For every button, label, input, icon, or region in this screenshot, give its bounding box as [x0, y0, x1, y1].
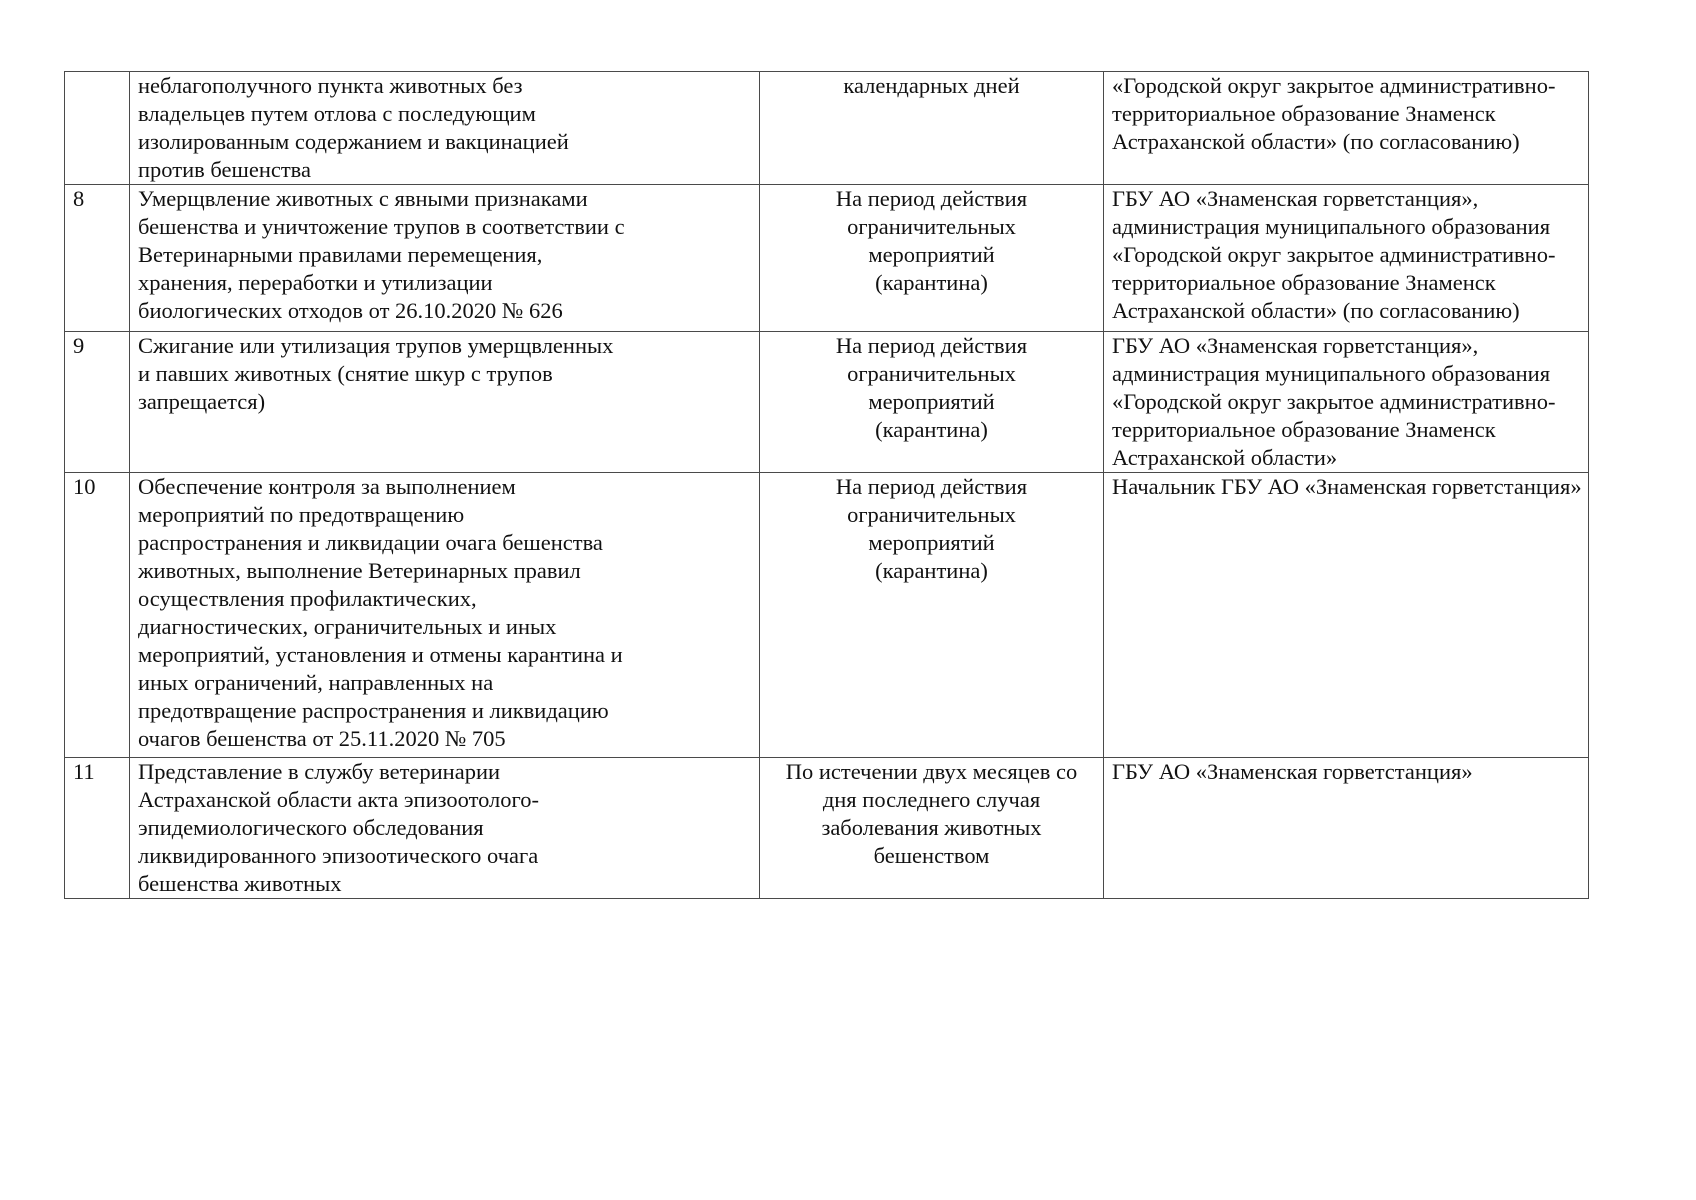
measures-table [64, 71, 1589, 899]
term-cell [760, 473, 1104, 758]
responsible-line: ГБУ АО «Знаменская горветстанция» [1112, 759, 1473, 784]
term-line: мероприятий [868, 530, 995, 555]
responsible-line: Астраханской области» [1112, 445, 1338, 470]
action-line: осуществления профилактических, [138, 586, 477, 611]
action-cell [130, 473, 760, 758]
action-line: Ветеринарными правилами перемещения, [138, 242, 543, 267]
table-row [65, 185, 1589, 332]
responsible-cell [1104, 72, 1589, 185]
action-line: Представление в службу ветеринарии [138, 759, 501, 784]
term-line: На период действия [835, 474, 1028, 499]
row-number-cell: 10 [65, 473, 130, 758]
responsible-cell [1104, 473, 1589, 758]
action-line: бешенства и уничтожение трупов в соответствии с [138, 214, 625, 239]
row-number-cell: 8 [65, 185, 130, 332]
row-number-cell: 9 [65, 332, 130, 473]
term-line: (карантина) [875, 270, 988, 295]
term-cell [760, 72, 1104, 185]
action-line: мероприятий по предотвращению [138, 502, 465, 527]
action-line: владельцев путем отлова с последующим [138, 101, 536, 126]
action-line: животных, выполнение Ветеринарных правил [138, 558, 581, 583]
term-line: бешенством [873, 843, 990, 868]
responsible-line: Астраханской области» (по согласованию) [1112, 129, 1520, 154]
action-line: Умерщвление животных с явными признаками [138, 186, 588, 211]
responsible-line: территориальное образование Знаменск [1112, 270, 1496, 295]
action-line: очагов бешенства от 25.11.2020 № 705 [138, 726, 506, 751]
responsible-line: ГБУ АО «Знаменская горветстанция», [1112, 333, 1479, 358]
row-number-cell [65, 72, 130, 185]
action-line: эпидемиологического обследования [138, 815, 484, 840]
responsible-cell [1104, 185, 1589, 332]
term-cell [760, 185, 1104, 332]
action-line: неблагополучного пункта животных без [138, 73, 523, 98]
table-row [65, 72, 1589, 185]
responsible-cell [1104, 332, 1589, 473]
responsible-line: территориальное образование Знаменск [1112, 101, 1496, 126]
action-line: запрещается) [138, 389, 266, 414]
action-line: предотвращение распространения и ликвидацию [138, 698, 609, 723]
responsible-line: территориальное образование Знаменск [1112, 417, 1496, 442]
action-line: хранения, переработки и утилизации [138, 270, 493, 295]
term-line: дня последнего случая [822, 787, 1041, 812]
action-line: Сжигание или утилизация трупов умерщвленных [138, 333, 614, 358]
row-number-cell: 11 [65, 758, 130, 899]
term-line: (карантина) [875, 417, 988, 442]
term-line: мероприятий [868, 389, 995, 414]
action-line: Обеспечение контроля за выполнением [138, 474, 516, 499]
term-cell [760, 332, 1104, 473]
term-cell [760, 758, 1104, 899]
action-line: бешенства животных [138, 871, 342, 896]
table-row [65, 473, 1589, 758]
action-line: против бешенства [138, 157, 311, 182]
action-cell [130, 72, 760, 185]
action-line: мероприятий, установления и отмены карантина и [138, 642, 623, 667]
term-line: На период действия [835, 186, 1028, 211]
action-line: диагностических, ограничительных и иных [138, 614, 557, 639]
action-cell [130, 332, 760, 473]
table-row [65, 758, 1589, 899]
responsible-line: ГБУ АО «Знаменская горветстанция», [1112, 186, 1479, 211]
term-line: По истечении двух месяцев со [785, 759, 1078, 784]
action-line: иных ограничений, направленных на [138, 670, 494, 695]
table-row [65, 332, 1589, 473]
term-line: ограничительных [847, 214, 1016, 239]
action-line: изолированным содержанием и вакцинацией [138, 129, 569, 154]
responsible-cell [1104, 758, 1589, 899]
term-line: На период действия [835, 333, 1028, 358]
responsible-line: Астраханской области» (по согласованию) [1112, 298, 1520, 323]
action-line: ликвидированного эпизоотического очага [138, 843, 539, 868]
responsible-line: администрация муниципального образования [1112, 361, 1551, 386]
responsible-line: администрация муниципального образования [1112, 214, 1551, 239]
action-line: Астраханской области акта эпизоотолого- [138, 787, 539, 812]
action-cell [130, 758, 760, 899]
term-line: ограничительных [847, 502, 1016, 527]
action-line: биологических отходов от 26.10.2020 № 626 [138, 298, 563, 323]
action-cell [130, 185, 760, 332]
term-line: (карантина) [875, 558, 988, 583]
term-line: календарных дней [843, 73, 1020, 98]
action-line: распространения и ликвидации очага бешенства [138, 530, 603, 555]
responsible-line: Начальник ГБУ АО «Знаменская горветстанция» [1112, 474, 1582, 499]
action-line: и павших животных (снятие шкур с трупов [138, 361, 553, 386]
term-line: мероприятий [868, 242, 995, 267]
responsible-line: «Городской округ закрытое административно- [1112, 73, 1556, 98]
responsible-line: «Городской округ закрытое административно- [1112, 389, 1556, 414]
responsible-line: «Городской округ закрытое административно- [1112, 242, 1556, 267]
term-line: ограничительных [847, 361, 1016, 386]
term-line: заболевания животных [821, 815, 1042, 840]
